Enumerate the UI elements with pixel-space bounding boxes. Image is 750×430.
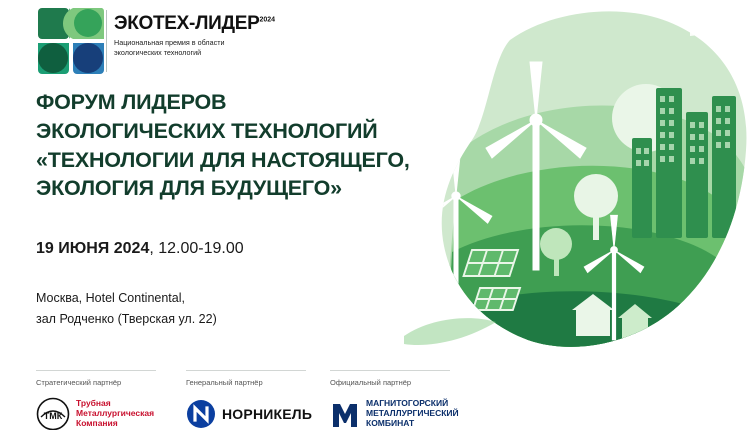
headline-line-1: ФОРУМ ЛИДЕРОВ — [36, 90, 227, 114]
partner-strategic-name-3: Компания — [76, 417, 118, 428]
partner-strategic — [36, 378, 154, 430]
ecotech-leader-logo-icon — [36, 6, 106, 76]
event-date: 19 ИЮНЯ 2024 — [36, 240, 150, 257]
event-datetime — [36, 240, 244, 258]
venue-line-1: Москва, Hotel Continental, — [36, 291, 185, 305]
partner-strategic-logo — [36, 397, 154, 430]
page-title — [36, 88, 426, 203]
partner-official-name-3: КОМБИНАТ — [366, 417, 415, 428]
partner-divider-official — [330, 370, 450, 371]
partner-divider-general — [186, 370, 306, 371]
partner-divider-strategic — [36, 370, 156, 371]
logo-title — [114, 13, 276, 34]
partner-general-logo — [186, 397, 312, 430]
partner-official — [330, 378, 459, 430]
mmk-logo-icon — [330, 398, 360, 430]
logo-divider — [106, 10, 107, 72]
nornickel-logo-icon — [186, 399, 216, 429]
venue-line-2: зал Родченко (Тверская ул. 22) — [36, 311, 217, 326]
partner-official-caption: Официальный партнёр — [330, 378, 412, 387]
brand-logo — [36, 4, 276, 78]
partner-strategic-caption: Стратегический партнёр — [36, 378, 122, 387]
partner-official-name-1: МАГНИТОГОРСКИЙ — [366, 398, 449, 409]
logo-subtitle: Национальная премия в области экологических технологий — [114, 38, 225, 58]
partner-official-logo — [330, 397, 459, 430]
partner-strategic-name-1: Трубная — [76, 398, 111, 409]
svg-text:ТМК: ТМК — [43, 411, 63, 421]
partner-general-caption: Генеральный партнёр — [186, 378, 263, 387]
event-time: , 12.00-19.00 — [149, 240, 244, 257]
logo-title-text: ЭКОТЕХ-ЛИДЕР — [114, 13, 260, 34]
partner-strategic-name-2: Металлургическая — [76, 408, 155, 419]
logo-year: 2024 — [259, 16, 276, 24]
headline-line-2: ЭКОЛОГИЧЕСКИХ ТЕХНОЛОГИЙ — [36, 118, 378, 143]
event-venue — [36, 288, 217, 329]
headline-line-3: «ТЕХНОЛОГИИ ДЛЯ НАСТОЯЩЕГО, — [36, 147, 410, 172]
partner-general — [186, 378, 312, 430]
partner-official-name-2: МЕТАЛЛУРГИЧЕСКИЙ — [366, 408, 459, 419]
partner-general-name: НОРНИКЕЛЬ — [222, 405, 313, 422]
tmk-logo-icon — [36, 397, 70, 430]
headline-line-4: ЭКОЛОГИЯ ДЛЯ БУДУЩЕГО» — [36, 176, 342, 201]
partners-section — [0, 370, 750, 430]
